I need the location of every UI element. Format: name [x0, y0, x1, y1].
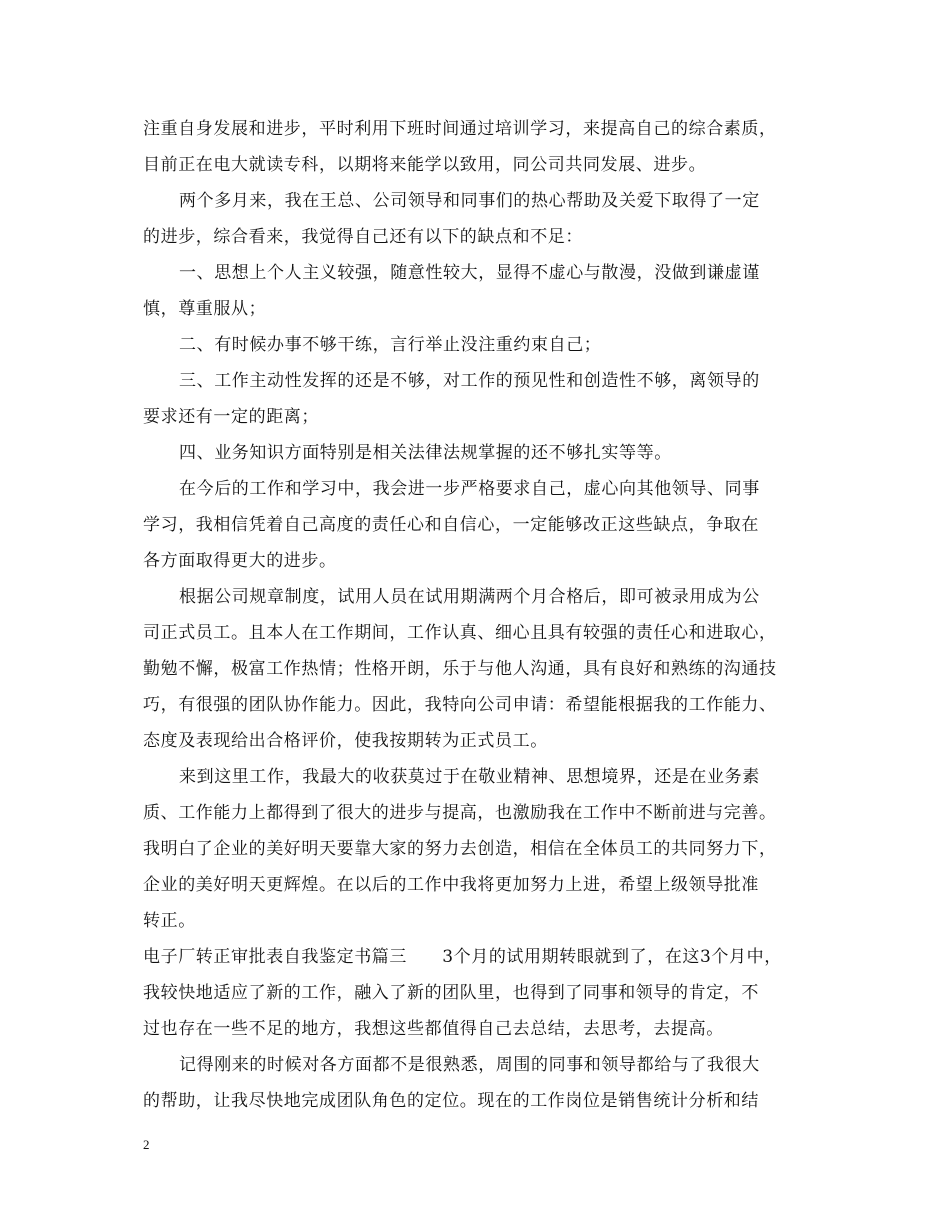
text-line: 巧，有很强的团队协作能力。因此，我特向公司申请：希望能根据我的工作能力、: [143, 695, 777, 715]
text-line: 态度及表现给出合格评价，使我按期转为正式员工。: [143, 731, 548, 751]
text-line: 司正式员工。且本人在工作期间，工作认真、细心且具有较强的责任心和进取心，: [143, 623, 777, 643]
text-line: 过也存在一些不足的地方，我想这些都值得自己去总结，去思考，去提高。: [143, 1019, 724, 1039]
text-line: 根据公司规章制度，试用人员在试用期满两个月合格后，即可被录用成为公: [179, 587, 760, 607]
text-line: 转正。: [143, 911, 196, 931]
text-line: 在今后的工作和学习中，我会进一步严格要求自己，虚心向其他领导、同事: [179, 479, 760, 499]
text-line: 我较快地适应了新的工作，融入了新的团队里，也得到了同事和领导的肯定，不: [143, 983, 759, 1003]
text-line: 要求还有一定的距离；: [143, 407, 319, 427]
text-line: 学习，我相信凭着自己高度的责任心和自信心，一定能够改正这些缺点，争取在: [143, 515, 759, 535]
text-line: 四、业务知识方面特别是相关法律法规掌握的还不够扎实等等。: [179, 443, 672, 463]
text-line: 记得刚来的时候对各方面都不是很熟悉，周围的同事和领导都给与了我很大: [179, 1055, 760, 1075]
text-line: 一、思想上个人主义较强，随意性较大，显得不虚心与散漫，没做到谦虚谨: [179, 263, 760, 283]
text-line: 的帮助，让我尽快地完成团队角色的定位。现在的工作岗位是销售统计分析和结: [143, 1091, 759, 1111]
text-line: 勤勉不懈，极富工作热情；性格开朗，乐于与他人沟通，具有良好和熟练的沟通技: [143, 659, 777, 679]
text-line: 各方面取得更大的进步。: [143, 551, 337, 571]
text-line: 来到这里工作，我最大的收获莫过于在敬业精神、思想境界，还是在业务素: [179, 767, 760, 787]
page-number: 2: [143, 1137, 150, 1152]
text-line: 电子厂转正审批表自我鉴定书篇三 3个月的试用期转眼就到了，在这3个月中，: [143, 947, 782, 967]
text-line: 注重自身发展和进步，平时利用下班时间通过培训学习，来提高自己的综合素质，: [143, 119, 777, 139]
text-line: 两个多月来，我在王总、公司领导和同事们的热心帮助及关爱下取得了一定: [179, 191, 760, 211]
text-line: 质、工作能力上都得到了很大的进步与提高，也激励我在工作中不断前进与完善。: [143, 803, 777, 823]
text-line: 三、工作主动性发挥的还是不够，对工作的预见性和创造性不够，离领导的: [179, 371, 760, 391]
text-line: 的进步，综合看来，我觉得自己还有以下的缺点和不足：: [143, 227, 583, 247]
text-line: 企业的美好明天更辉煌。在以后的工作中我将更加努力上进，希望上级领导批准: [143, 875, 759, 895]
text-line: 我明白了企业的美好明天要靠大家的努力去创造，相信在全体员工的共同努力下，: [143, 839, 777, 859]
text-line: 慎，尊重服从；: [143, 299, 267, 319]
text-line: 目前正在电大就读专科，以期将来能学以致用，同公司共同发展、进步。: [143, 155, 707, 175]
text-line: 二、有时候办事不够干练，言行举止没注重约束自己；: [179, 335, 602, 355]
